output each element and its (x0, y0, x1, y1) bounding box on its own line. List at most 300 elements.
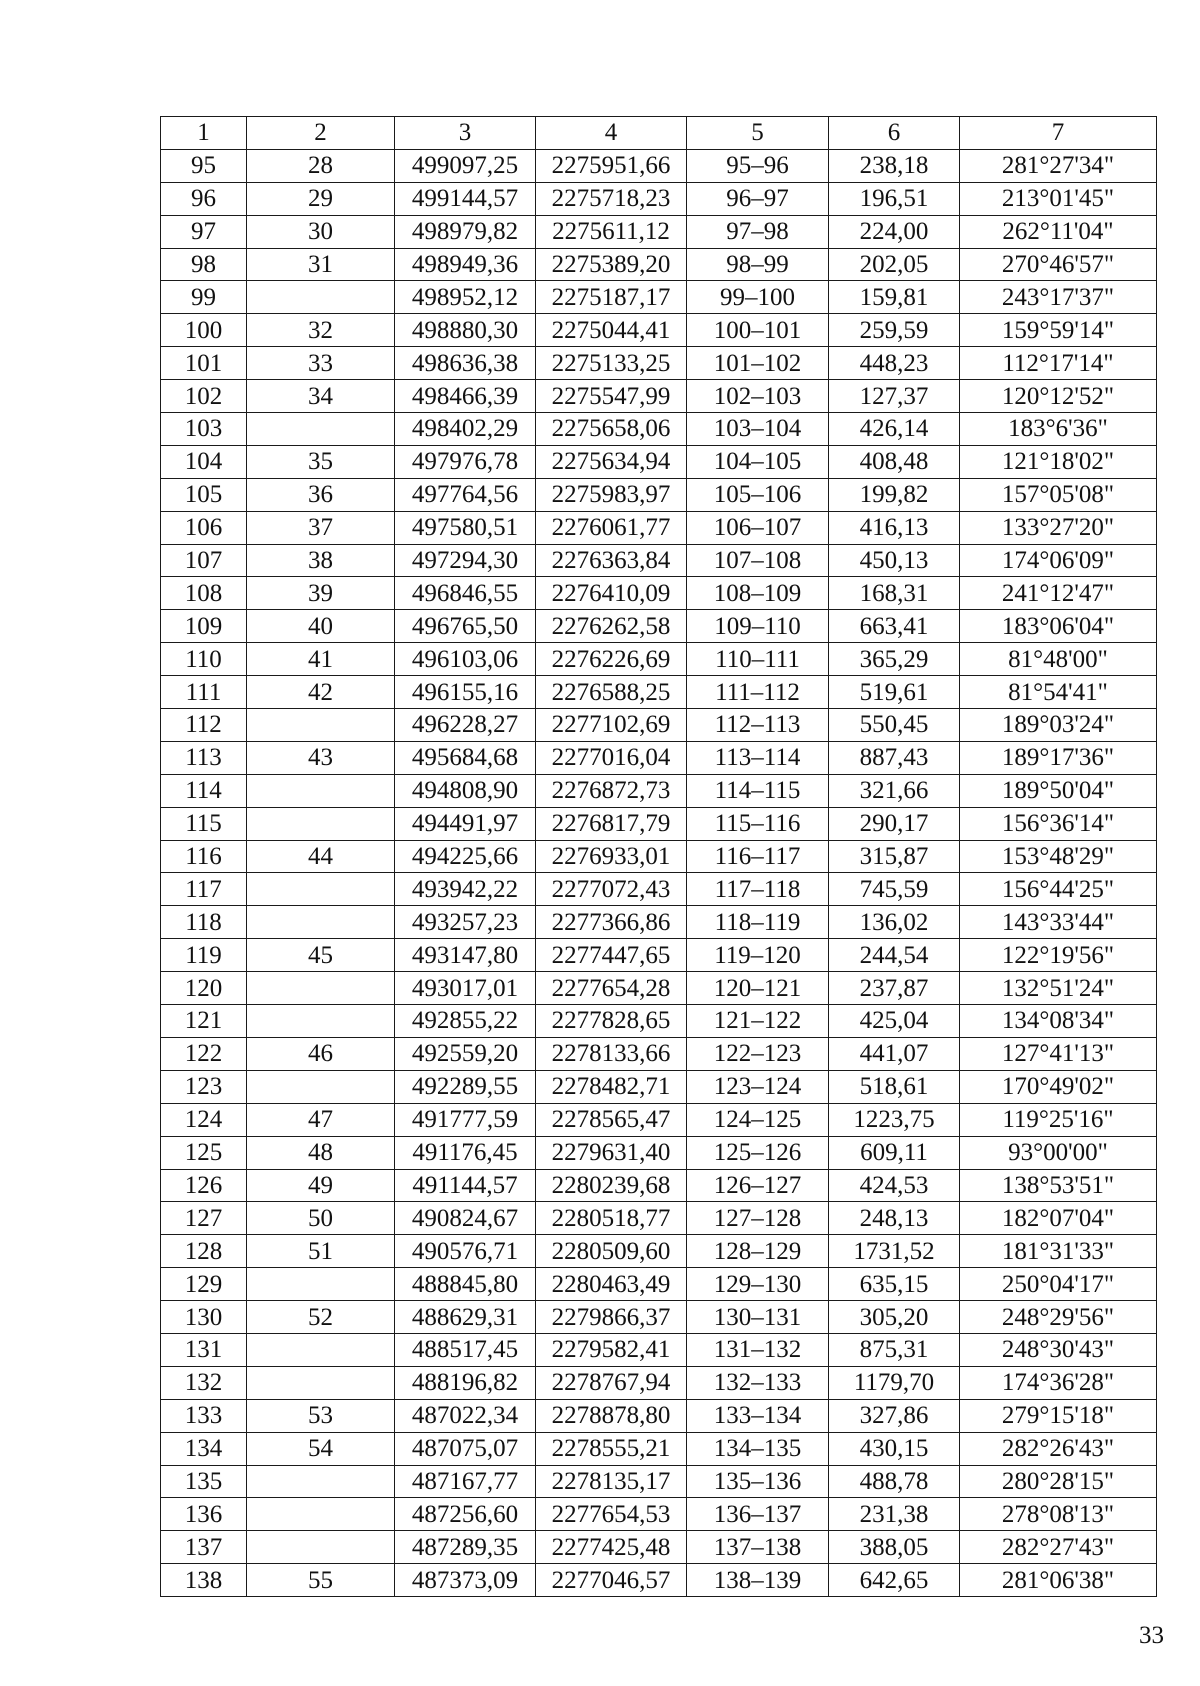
cell-point-number: 110 (161, 643, 247, 676)
cell-point-number: 120 (161, 972, 247, 1005)
cell-coordinate-x: 498636,38 (395, 347, 536, 380)
cell-length: 745,59 (829, 873, 960, 906)
cell-bearing: 181°31'33" (960, 1235, 1157, 1268)
cell-point-number: 134 (161, 1432, 247, 1465)
cell-point-number: 127 (161, 1202, 247, 1235)
cell-point-number: 96 (161, 182, 247, 215)
table-row (161, 478, 1157, 511)
cell-segment: 135–136 (687, 1465, 829, 1498)
cell-coordinate-y: 2275951,66 (536, 149, 687, 182)
table-row (161, 577, 1157, 610)
cell-length: 248,13 (829, 1202, 960, 1235)
cell-point-number: 100 (161, 314, 247, 347)
cell-sign-number: 40 (247, 610, 395, 643)
cell-point-number: 117 (161, 873, 247, 906)
cell-coordinate-y: 2277828,65 (536, 1005, 687, 1038)
table-row (161, 1465, 1157, 1498)
cell-sign-number: 39 (247, 577, 395, 610)
cell-point-number: 102 (161, 380, 247, 413)
cell-bearing: 143°33'44" (960, 906, 1157, 939)
cell-sign-number (247, 1531, 395, 1564)
cell-sign-number: 49 (247, 1169, 395, 1202)
table-row (161, 215, 1157, 248)
cell-bearing: 156°36'14" (960, 807, 1157, 840)
cell-sign-number (247, 1498, 395, 1531)
cell-length: 441,07 (829, 1037, 960, 1070)
header-cell-col-5: 5 (687, 117, 829, 150)
cell-segment: 128–129 (687, 1235, 829, 1268)
cell-sign-number (247, 873, 395, 906)
cell-coordinate-x: 488196,82 (395, 1366, 536, 1399)
cell-length: 430,15 (829, 1432, 960, 1465)
cell-bearing: 157°05'08" (960, 478, 1157, 511)
cell-point-number: 99 (161, 281, 247, 314)
cell-sign-number: 29 (247, 182, 395, 215)
cell-sign-number (247, 1465, 395, 1498)
cell-segment: 105–106 (687, 478, 829, 511)
cell-segment: 109–110 (687, 610, 829, 643)
cell-coordinate-y: 2277046,57 (536, 1564, 687, 1597)
cell-bearing: 112°17'14" (960, 347, 1157, 380)
cell-segment: 119–120 (687, 939, 829, 972)
cell-sign-number (247, 709, 395, 742)
cell-coordinate-y: 2277654,28 (536, 972, 687, 1005)
cell-length: 425,04 (829, 1005, 960, 1038)
cell-coordinate-y: 2277447,65 (536, 939, 687, 972)
cell-sign-number: 34 (247, 380, 395, 413)
cell-coordinate-x: 491144,57 (395, 1169, 536, 1202)
cell-segment: 117–118 (687, 873, 829, 906)
cell-length: 290,17 (829, 807, 960, 840)
table-row (161, 1301, 1157, 1334)
cell-bearing: 281°27'34" (960, 149, 1157, 182)
cell-sign-number: 47 (247, 1103, 395, 1136)
table-header (161, 117, 1157, 150)
cell-coordinate-x: 487022,34 (395, 1399, 536, 1432)
cell-segment: 118–119 (687, 906, 829, 939)
cell-coordinate-y: 2276588,25 (536, 676, 687, 709)
cell-coordinate-x: 498979,82 (395, 215, 536, 248)
cell-length: 609,11 (829, 1136, 960, 1169)
cell-coordinate-x: 487289,35 (395, 1531, 536, 1564)
cell-segment: 129–130 (687, 1268, 829, 1301)
cell-coordinate-x: 488629,31 (395, 1301, 536, 1334)
cell-coordinate-y: 2280509,60 (536, 1235, 687, 1268)
cell-segment: 132–133 (687, 1366, 829, 1399)
cell-point-number: 108 (161, 577, 247, 610)
cell-sign-number: 33 (247, 347, 395, 380)
cell-bearing: 134°08'34" (960, 1005, 1157, 1038)
cell-coordinate-x: 498402,29 (395, 413, 536, 446)
cell-coordinate-y: 2278555,21 (536, 1432, 687, 1465)
header-row (161, 117, 1157, 150)
cell-coordinate-y: 2276262,58 (536, 610, 687, 643)
table-row (161, 939, 1157, 972)
table-row (161, 1531, 1157, 1564)
cell-sign-number: 32 (247, 314, 395, 347)
cell-point-number: 101 (161, 347, 247, 380)
cell-length: 244,54 (829, 939, 960, 972)
cell-segment: 133–134 (687, 1399, 829, 1432)
cell-coordinate-x: 492289,55 (395, 1070, 536, 1103)
table-row (161, 413, 1157, 446)
cell-coordinate-y: 2278135,17 (536, 1465, 687, 1498)
cell-coordinate-y: 2276363,84 (536, 544, 687, 577)
cell-point-number: 136 (161, 1498, 247, 1531)
cell-coordinate-x: 494491,97 (395, 807, 536, 840)
cell-sign-number: 54 (247, 1432, 395, 1465)
cell-bearing: 270°46'57" (960, 248, 1157, 281)
cell-bearing: 189°17'36" (960, 741, 1157, 774)
table-row (161, 544, 1157, 577)
cell-coordinate-x: 497294,30 (395, 544, 536, 577)
cell-coordinate-x: 487256,60 (395, 1498, 536, 1531)
cell-segment: 131–132 (687, 1333, 829, 1366)
cell-length: 1731,52 (829, 1235, 960, 1268)
cell-point-number: 103 (161, 413, 247, 446)
cell-segment: 134–135 (687, 1432, 829, 1465)
table-row (161, 1432, 1157, 1465)
table-row (161, 807, 1157, 840)
cell-sign-number (247, 774, 395, 807)
cell-segment: 104–105 (687, 445, 829, 478)
cell-length: 448,23 (829, 347, 960, 380)
cell-coordinate-x: 497976,78 (395, 445, 536, 478)
cell-bearing: 262°11'04" (960, 215, 1157, 248)
table-row (161, 840, 1157, 873)
cell-coordinate-y: 2275547,99 (536, 380, 687, 413)
cell-sign-number: 35 (247, 445, 395, 478)
cell-point-number: 125 (161, 1136, 247, 1169)
cell-point-number: 115 (161, 807, 247, 840)
cell-point-number: 114 (161, 774, 247, 807)
cell-point-number: 104 (161, 445, 247, 478)
cell-coordinate-y: 2280463,49 (536, 1268, 687, 1301)
cell-sign-number: 31 (247, 248, 395, 281)
cell-segment: 125–126 (687, 1136, 829, 1169)
cell-coordinate-x: 492855,22 (395, 1005, 536, 1038)
cell-coordinate-x: 487075,07 (395, 1432, 536, 1465)
cell-sign-number (247, 1366, 395, 1399)
cell-sign-number: 41 (247, 643, 395, 676)
cell-bearing: 127°41'13" (960, 1037, 1157, 1070)
table-row (161, 1202, 1157, 1235)
table-row (161, 281, 1157, 314)
cell-segment: 99–100 (687, 281, 829, 314)
cell-coordinate-y: 2275044,41 (536, 314, 687, 347)
cell-coordinate-x: 487167,77 (395, 1465, 536, 1498)
cell-bearing: 279°15'18" (960, 1399, 1157, 1432)
table-row (161, 1070, 1157, 1103)
cell-point-number: 106 (161, 511, 247, 544)
cell-length: 408,48 (829, 445, 960, 478)
table-row (161, 1005, 1157, 1038)
cell-coordinate-y: 2279582,41 (536, 1333, 687, 1366)
cell-sign-number: 53 (247, 1399, 395, 1432)
cell-point-number: 123 (161, 1070, 247, 1103)
cell-coordinate-y: 2275983,97 (536, 478, 687, 511)
cell-point-number: 109 (161, 610, 247, 643)
cell-sign-number: 55 (247, 1564, 395, 1597)
table-row (161, 1268, 1157, 1301)
cell-coordinate-x: 498949,36 (395, 248, 536, 281)
cell-bearing: 132°51'24" (960, 972, 1157, 1005)
cell-segment: 98–99 (687, 248, 829, 281)
cell-length: 887,43 (829, 741, 960, 774)
cell-coordinate-y: 2277016,04 (536, 741, 687, 774)
cell-sign-number (247, 906, 395, 939)
cell-coordinate-x: 495684,68 (395, 741, 536, 774)
cell-point-number: 135 (161, 1465, 247, 1498)
cell-length: 635,15 (829, 1268, 960, 1301)
cell-coordinate-x: 496155,16 (395, 676, 536, 709)
cell-coordinate-y: 2280239,68 (536, 1169, 687, 1202)
cell-length: 238,18 (829, 149, 960, 182)
table-row (161, 906, 1157, 939)
table-row (161, 972, 1157, 1005)
header-cell-col-4: 4 (536, 117, 687, 150)
header-cell-col-2: 2 (247, 117, 395, 150)
cell-segment: 114–115 (687, 774, 829, 807)
cell-point-number: 129 (161, 1268, 247, 1301)
cell-sign-number (247, 1070, 395, 1103)
cell-length: 365,29 (829, 643, 960, 676)
cell-coordinate-x: 491176,45 (395, 1136, 536, 1169)
cell-bearing: 81°54'41" (960, 676, 1157, 709)
cell-segment: 101–102 (687, 347, 829, 380)
cell-bearing: 183°06'04" (960, 610, 1157, 643)
cell-coordinate-y: 2276410,09 (536, 577, 687, 610)
cell-sign-number: 37 (247, 511, 395, 544)
cell-point-number: 95 (161, 149, 247, 182)
cell-coordinate-y: 2275634,94 (536, 445, 687, 478)
cell-coordinate-x: 496846,55 (395, 577, 536, 610)
cell-coordinate-y: 2279631,40 (536, 1136, 687, 1169)
cell-coordinate-x: 488845,80 (395, 1268, 536, 1301)
cell-coordinate-x: 494225,66 (395, 840, 536, 873)
cell-coordinate-y: 2276817,79 (536, 807, 687, 840)
table-row (161, 380, 1157, 413)
cell-segment: 111–112 (687, 676, 829, 709)
cell-segment: 97–98 (687, 215, 829, 248)
cell-length: 321,66 (829, 774, 960, 807)
cell-bearing: 281°06'38" (960, 1564, 1157, 1597)
cell-coordinate-x: 498466,39 (395, 380, 536, 413)
table-row (161, 774, 1157, 807)
cell-segment: 100–101 (687, 314, 829, 347)
cell-coordinate-x: 498880,30 (395, 314, 536, 347)
cell-sign-number: 43 (247, 741, 395, 774)
cell-length: 136,02 (829, 906, 960, 939)
cell-length: 663,41 (829, 610, 960, 643)
cell-sign-number (247, 413, 395, 446)
cell-length: 159,81 (829, 281, 960, 314)
cell-point-number: 121 (161, 1005, 247, 1038)
cell-coordinate-x: 493942,22 (395, 873, 536, 906)
table-row (161, 709, 1157, 742)
cell-bearing: 189°03'24" (960, 709, 1157, 742)
table-row (161, 511, 1157, 544)
cell-bearing: 248°30'43" (960, 1333, 1157, 1366)
header-cell-col-3: 3 (395, 117, 536, 150)
cell-coordinate-x: 490824,67 (395, 1202, 536, 1235)
table-row (161, 643, 1157, 676)
cell-bearing: 174°06'09" (960, 544, 1157, 577)
cell-sign-number (247, 1333, 395, 1366)
page-number: 33 (1139, 1622, 1164, 1649)
cell-point-number: 137 (161, 1531, 247, 1564)
cell-point-number: 119 (161, 939, 247, 972)
cell-point-number: 122 (161, 1037, 247, 1070)
cell-bearing: 121°18'02" (960, 445, 1157, 478)
cell-segment: 106–107 (687, 511, 829, 544)
table-row (161, 1333, 1157, 1366)
cell-bearing: 213°01'45" (960, 182, 1157, 215)
cell-sign-number: 45 (247, 939, 395, 972)
cell-bearing: 81°48'00" (960, 643, 1157, 676)
table-body (161, 149, 1157, 1596)
cell-length: 315,87 (829, 840, 960, 873)
cell-length: 875,31 (829, 1333, 960, 1366)
cell-coordinate-x: 490576,71 (395, 1235, 536, 1268)
cell-length: 196,51 (829, 182, 960, 215)
cell-bearing: 153°48'29" (960, 840, 1157, 873)
cell-sign-number: 48 (247, 1136, 395, 1169)
cell-bearing: 282°26'43" (960, 1432, 1157, 1465)
cell-point-number: 105 (161, 478, 247, 511)
cell-point-number: 138 (161, 1564, 247, 1597)
cell-bearing: 189°50'04" (960, 774, 1157, 807)
cell-segment: 116–117 (687, 840, 829, 873)
cell-segment: 130–131 (687, 1301, 829, 1334)
table-row (161, 314, 1157, 347)
cell-coordinate-y: 2277654,53 (536, 1498, 687, 1531)
cell-coordinate-x: 497764,56 (395, 478, 536, 511)
cell-coordinate-y: 2278878,80 (536, 1399, 687, 1432)
cell-sign-number (247, 1005, 395, 1038)
cell-bearing: 170°49'02" (960, 1070, 1157, 1103)
cell-coordinate-y: 2275718,23 (536, 182, 687, 215)
cell-bearing: 282°27'43" (960, 1531, 1157, 1564)
cell-sign-number (247, 1268, 395, 1301)
cell-bearing: 174°36'28" (960, 1366, 1157, 1399)
cell-length: 424,53 (829, 1169, 960, 1202)
cell-coordinate-y: 2278482,71 (536, 1070, 687, 1103)
cell-point-number: 128 (161, 1235, 247, 1268)
cell-point-number: 130 (161, 1301, 247, 1334)
cell-segment: 126–127 (687, 1169, 829, 1202)
cell-coordinate-y: 2277072,43 (536, 873, 687, 906)
cell-point-number: 112 (161, 709, 247, 742)
cell-segment: 102–103 (687, 380, 829, 413)
cell-coordinate-x: 497580,51 (395, 511, 536, 544)
cell-point-number: 131 (161, 1333, 247, 1366)
cell-segment: 108–109 (687, 577, 829, 610)
cell-coordinate-y: 2275187,17 (536, 281, 687, 314)
cell-coordinate-y: 2278565,47 (536, 1103, 687, 1136)
cell-coordinate-x: 493017,01 (395, 972, 536, 1005)
cell-coordinate-x: 494808,90 (395, 774, 536, 807)
cell-point-number: 116 (161, 840, 247, 873)
cell-coordinate-y: 2276933,01 (536, 840, 687, 873)
cell-segment: 103–104 (687, 413, 829, 446)
cell-length: 388,05 (829, 1531, 960, 1564)
cell-bearing: 182°07'04" (960, 1202, 1157, 1235)
cell-length: 519,61 (829, 676, 960, 709)
cell-segment: 124–125 (687, 1103, 829, 1136)
cell-point-number: 107 (161, 544, 247, 577)
table-row (161, 610, 1157, 643)
header-cell-col-1: 1 (161, 117, 247, 150)
cell-bearing: 138°53'51" (960, 1169, 1157, 1202)
cell-segment: 136–137 (687, 1498, 829, 1531)
cell-length: 224,00 (829, 215, 960, 248)
table-row (161, 1235, 1157, 1268)
cell-sign-number: 36 (247, 478, 395, 511)
cell-segment: 127–128 (687, 1202, 829, 1235)
cell-coordinate-x: 496103,06 (395, 643, 536, 676)
cell-coordinate-x: 487373,09 (395, 1564, 536, 1597)
cell-coordinate-x: 491777,59 (395, 1103, 536, 1136)
cell-coordinate-x: 496228,27 (395, 709, 536, 742)
cell-segment: 96–97 (687, 182, 829, 215)
cell-coordinate-y: 2275611,12 (536, 215, 687, 248)
header-cell-col-6: 6 (829, 117, 960, 150)
table-row (161, 1564, 1157, 1597)
coordinates-table (160, 116, 1157, 1597)
cell-point-number: 111 (161, 676, 247, 709)
cell-coordinate-y: 2275658,06 (536, 413, 687, 446)
cell-length: 450,13 (829, 544, 960, 577)
cell-length: 237,87 (829, 972, 960, 1005)
cell-length: 202,05 (829, 248, 960, 281)
table-row (161, 248, 1157, 281)
cell-length: 199,82 (829, 478, 960, 511)
cell-sign-number: 28 (247, 149, 395, 182)
cell-coordinate-y: 2277425,48 (536, 1531, 687, 1564)
cell-length: 168,31 (829, 577, 960, 610)
cell-sign-number: 30 (247, 215, 395, 248)
cell-segment: 95–96 (687, 149, 829, 182)
cell-sign-number: 51 (247, 1235, 395, 1268)
cell-length: 259,59 (829, 314, 960, 347)
cell-sign-number: 46 (247, 1037, 395, 1070)
cell-segment: 107–108 (687, 544, 829, 577)
cell-length: 327,86 (829, 1399, 960, 1432)
cell-coordinate-y: 2276226,69 (536, 643, 687, 676)
cell-coordinate-y: 2278133,66 (536, 1037, 687, 1070)
cell-length: 1179,70 (829, 1366, 960, 1399)
table-row (161, 1399, 1157, 1432)
cell-bearing: 250°04'17" (960, 1268, 1157, 1301)
table-row (161, 873, 1157, 906)
cell-coordinate-x: 488517,45 (395, 1333, 536, 1366)
header-cell-col-7: 7 (960, 117, 1157, 150)
cell-bearing: 248°29'56" (960, 1301, 1157, 1334)
cell-point-number: 124 (161, 1103, 247, 1136)
cell-segment: 121–122 (687, 1005, 829, 1038)
cell-coordinate-y: 2280518,77 (536, 1202, 687, 1235)
cell-length: 426,14 (829, 413, 960, 446)
cell-coordinate-y: 2277366,86 (536, 906, 687, 939)
cell-segment: 115–116 (687, 807, 829, 840)
cell-point-number: 118 (161, 906, 247, 939)
table-row (161, 347, 1157, 380)
cell-bearing: 156°44'25" (960, 873, 1157, 906)
cell-coordinate-x: 496765,50 (395, 610, 536, 643)
cell-coordinate-y: 2276872,73 (536, 774, 687, 807)
cell-length: 305,20 (829, 1301, 960, 1334)
